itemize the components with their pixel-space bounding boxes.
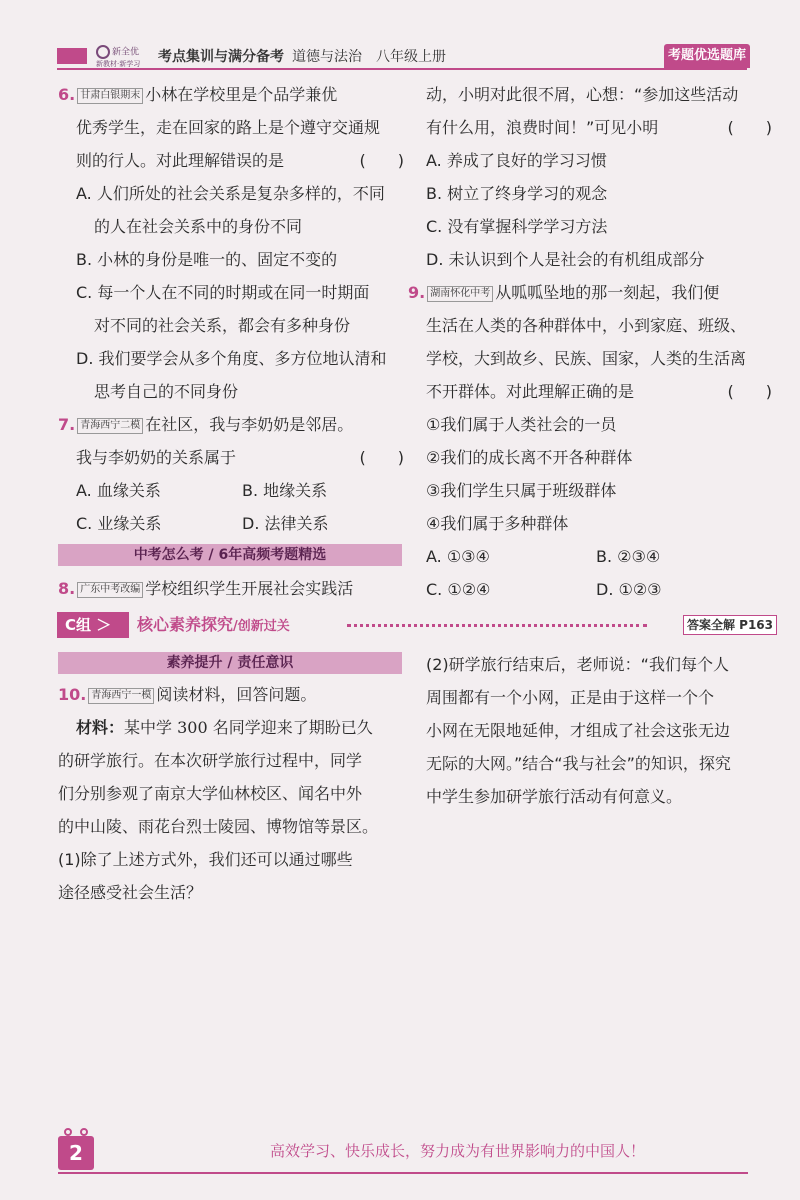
group-c-header [57, 612, 777, 638]
option-a: A. ①③④ [426, 547, 490, 566]
answer-blank[interactable]: ( ) [727, 118, 772, 137]
section-band-literacy: 素养提升 / 责任意识 [58, 652, 402, 674]
group-c-badge: C组 ＞ [57, 612, 129, 638]
source-tag: 青海西宁二模 [77, 418, 143, 434]
option-c: C. ①②④ [426, 580, 491, 599]
option-a: A. 血缘关系 [76, 481, 161, 500]
option-a: A. 养成了良好的学习习惯 [426, 151, 607, 170]
question-7: 7. 青海西宁二模 在社区，我与李奶奶是邻居。 我与李奶奶的关系属于 ( ) A. 血缘关系 B. 地缘关系 C. 业缘关系 D. 法律关系 [58, 408, 408, 540]
answer-blank[interactable]: ( ) [359, 448, 404, 467]
statement-1: ①我们属于人类社会的一员 [426, 415, 617, 434]
option-d: D. 未认识到个人是社会的有机组成部分 [426, 250, 705, 269]
source-tag: 广东中考改编 [77, 582, 143, 598]
question-9: 9. 湖南怀化中考 从呱呱坠地的那一刻起，我们便 生活在人类的各种群体中，小到家庭、班级、 学校，大到故乡、民族、国家，人类的生活离 不开群体。对此理解正确的是 ( ) ①我们属于人类社会的一员 ②我们的成长离不开各种群体 ③我们学生只属于班级群体 ④我们属于多种群体 A. ①③④ B. ②③④ C. ①②④ D. ①②③ [426, 276, 776, 606]
option-b: B. 树立了终身学习的观念 [426, 184, 608, 203]
option-c: C. 业缘关系 [76, 514, 162, 533]
option-d: D. 法律关系 [242, 514, 329, 533]
sub-question-1: (1)除了上述方式外，我们还可以通过哪些 [58, 850, 353, 869]
option-a: A. 人们所处的社会关系是复杂多样的，不同 [76, 184, 385, 203]
binder-ring-icon [80, 1128, 88, 1136]
statement-4: ④我们属于多种群体 [426, 514, 569, 533]
statement-3: ③我们学生只属于班级群体 [426, 481, 617, 500]
question-8-start: 8. 广东中考改编 学校组织学生开展社会实践活 [58, 579, 354, 598]
left-column [58, 78, 408, 540]
statement-2: ②我们的成长离不开各种群体 [426, 448, 633, 467]
publisher-logo: 新全优 新教材·新学习 [96, 45, 156, 69]
question-8-cont: 动，小明对此很不屑，心想：“参加这些活动 有什么用，浪费时间！”可见小明 ( ) A. 养成了良好的学习习惯 B. 树立了终身学习的观念 C. 没有掌握科学学习方法 D. 未认识到个人是社会的有机组成部分 [426, 78, 776, 276]
option-d: D. ①②③ [596, 580, 662, 599]
answer-blank[interactable]: ( ) [727, 382, 772, 401]
option-c: C. 每一个人在不同的时期或在同一时期面 [76, 283, 370, 302]
header-rule [57, 68, 747, 70]
footer-slogan: 高效学习、快乐成长，努力成为有世界影响力的中国人！ [270, 1142, 646, 1160]
option-b: B. ②③④ [596, 547, 661, 566]
option-b: B. 地缘关系 [242, 481, 328, 500]
page-number: 2 [58, 1136, 94, 1170]
book-subject: 道德与法治 八年级上册 [292, 49, 446, 65]
footer-rule [58, 1172, 748, 1174]
source-tag: 青海西宁一模 [88, 688, 154, 704]
dotted-rule [347, 624, 647, 627]
binder-ring-icon [64, 1128, 72, 1136]
source-tag: 湖南怀化中考 [427, 286, 493, 302]
question-10: 10. 青海西宁一模 阅读材料，回答问题。 材料：某中学 300 名同学迎来了期盼已久 的研学旅行。在本次研学旅行过程中，同学 们分别参观了南京大学仙林校区、闻名中外 的中山陵、雨花台烈士陵园、博物馆等景区。 (1)除了上述方式外，我们还可以通过哪些 途径感受社会生活？ [58, 678, 408, 909]
option-d: D. 我们要学会从多个角度、多方位地认清和 [76, 349, 387, 368]
header-accent-bar [57, 48, 87, 64]
option-b: B. 小林的身份是唯一的、固定不变的 [76, 250, 338, 269]
question-10-part-2: (2)研学旅行结束后，老师说：“我们每个人 周围都有一个小网，正是由于这样一个个 小网在无限地延伸，才组成了社会这张无边 无际的大网。”结合“我与社会”的知识，探究 中学生参加研学旅行活动有何意义。 [426, 648, 776, 813]
book-title: 考点集训与满分备考 道德与法治 八年级上册 [158, 49, 446, 65]
option-c: C. 没有掌握科学学习方法 [426, 217, 608, 236]
question-6: 6. 甘肃白银期末 小林在学校里是个品学兼优 优秀学生，走在回家的路上是个遵守交通规 则的行人。对此理解错误的是 ( ) A. 人们所处的社会关系是复杂多样的，不同 的人在社会关系中的身份不同 B. 小林的身份是唯一的、固定不变的 C. 每一个人在不同的时期或在同一时期面 对不同的社会关系，都会有多种身份 D. 我们要学会从多个角度、多方位地认清和 思考自己的不同身份 [58, 78, 408, 408]
group-c-title: 核心素养探究/创新过关 [137, 615, 290, 634]
answer-reference: 答案全解 P163 [683, 615, 777, 635]
answer-blank[interactable]: ( ) [359, 151, 404, 170]
section-band-exam: 中考怎么考 / 6年高频考题精选 [58, 544, 402, 566]
section-tag: 考题优选题库 [664, 44, 750, 68]
sub-question-2: (2)研学旅行结束后，老师说：“我们每个人 [426, 655, 729, 674]
source-tag: 甘肃白银期末 [77, 88, 143, 104]
logo-icon [96, 45, 110, 59]
right-column [408, 78, 776, 606]
